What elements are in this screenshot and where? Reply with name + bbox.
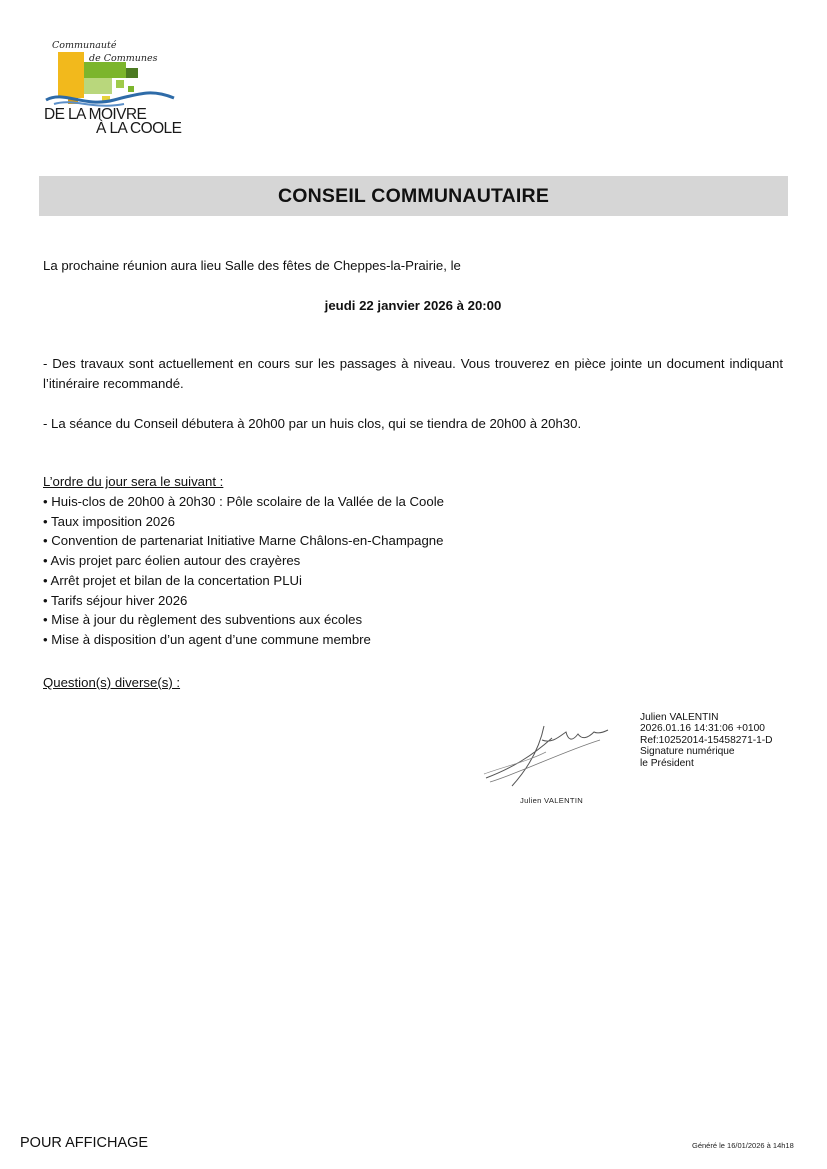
agenda-item: • Arrêt projet et bilan de la concertation PLUi <box>43 572 302 588</box>
agenda-item: • Mise à jour du règlement des subventions aux écoles <box>43 612 363 628</box>
signature-line: le Président <box>640 757 694 769</box>
signature-line: Ref:10252014-15458271-1-D <box>640 734 773 746</box>
agenda-item: • Mise à disposition d’un agent d’une commune membre <box>43 631 371 647</box>
logo-name-line2: À LA COOLE <box>96 120 182 137</box>
agenda-heading: L’ordre du jour sera le suivant : <box>43 474 224 489</box>
meeting-date: jeudi 22 janvier 2026 à 20:00 <box>324 298 502 313</box>
agenda-item: • Convention de partenariat Initiative Marne Châlons-en-Champagne <box>43 533 444 549</box>
footer-generated-date: Généré le 16/01/2026 à 14h18 <box>692 1141 794 1150</box>
logo-block-green <box>84 62 126 78</box>
document-title: CONSEIL COMMUNAUTAIRE <box>277 184 550 207</box>
logo-name-line1: DE LA MOIVRE <box>44 106 147 123</box>
logo-block-small3 <box>128 86 134 92</box>
logo-script-line1: Communauté <box>52 40 117 51</box>
handwritten-signature <box>482 716 612 790</box>
paragraph-works: - Des travaux sont actuellement en cours sur les passages à niveau. Vous trouverez en pièce jointe un document indiquant l’itinéraire recommandé. <box>43 356 783 391</box>
title-banner <box>39 176 788 216</box>
logo-block-small1 <box>116 80 124 88</box>
signature-line: Julien VALENTIN <box>640 712 719 723</box>
community-logo <box>44 40 184 138</box>
logo-block-yellow <box>58 52 84 98</box>
digital-signature-block <box>640 712 773 769</box>
logo-block-darkgreen <box>126 68 138 78</box>
signature-printed-name: Julien VALENTIN <box>520 796 584 805</box>
agenda-item: • Huis-clos de 20h00 à 20h30 : Pôle scolaire de la Vallée de la Coole <box>43 494 444 509</box>
intro-text: La prochaine réunion aura lieu Salle des fêtes de Cheppes-la-Prairie, le <box>43 258 461 273</box>
agenda-item: • Avis projet parc éolien autour des crayères <box>43 553 301 569</box>
logo-script-line2: de Communes <box>89 53 158 64</box>
agenda-item: • Taux imposition 2026 <box>43 513 175 529</box>
paragraph-session: - La séance du Conseil débutera à 20h00 par un huis clos, qui se tiendra de 20h00 à 20h30. <box>43 416 582 431</box>
footer-display-notice: POUR AFFICHAGE <box>20 1135 149 1151</box>
agenda-list <box>43 492 444 650</box>
signature-line: Signature numérique <box>640 746 735 758</box>
signature-line: 2026.01.16 14:31:06 +0100 <box>640 723 765 735</box>
agenda-item: • Tarifs séjour hiver 2026 <box>43 592 188 608</box>
questions-heading: Question(s) diverse(s) : <box>43 675 181 690</box>
logo-block-lightgreen <box>84 78 112 94</box>
